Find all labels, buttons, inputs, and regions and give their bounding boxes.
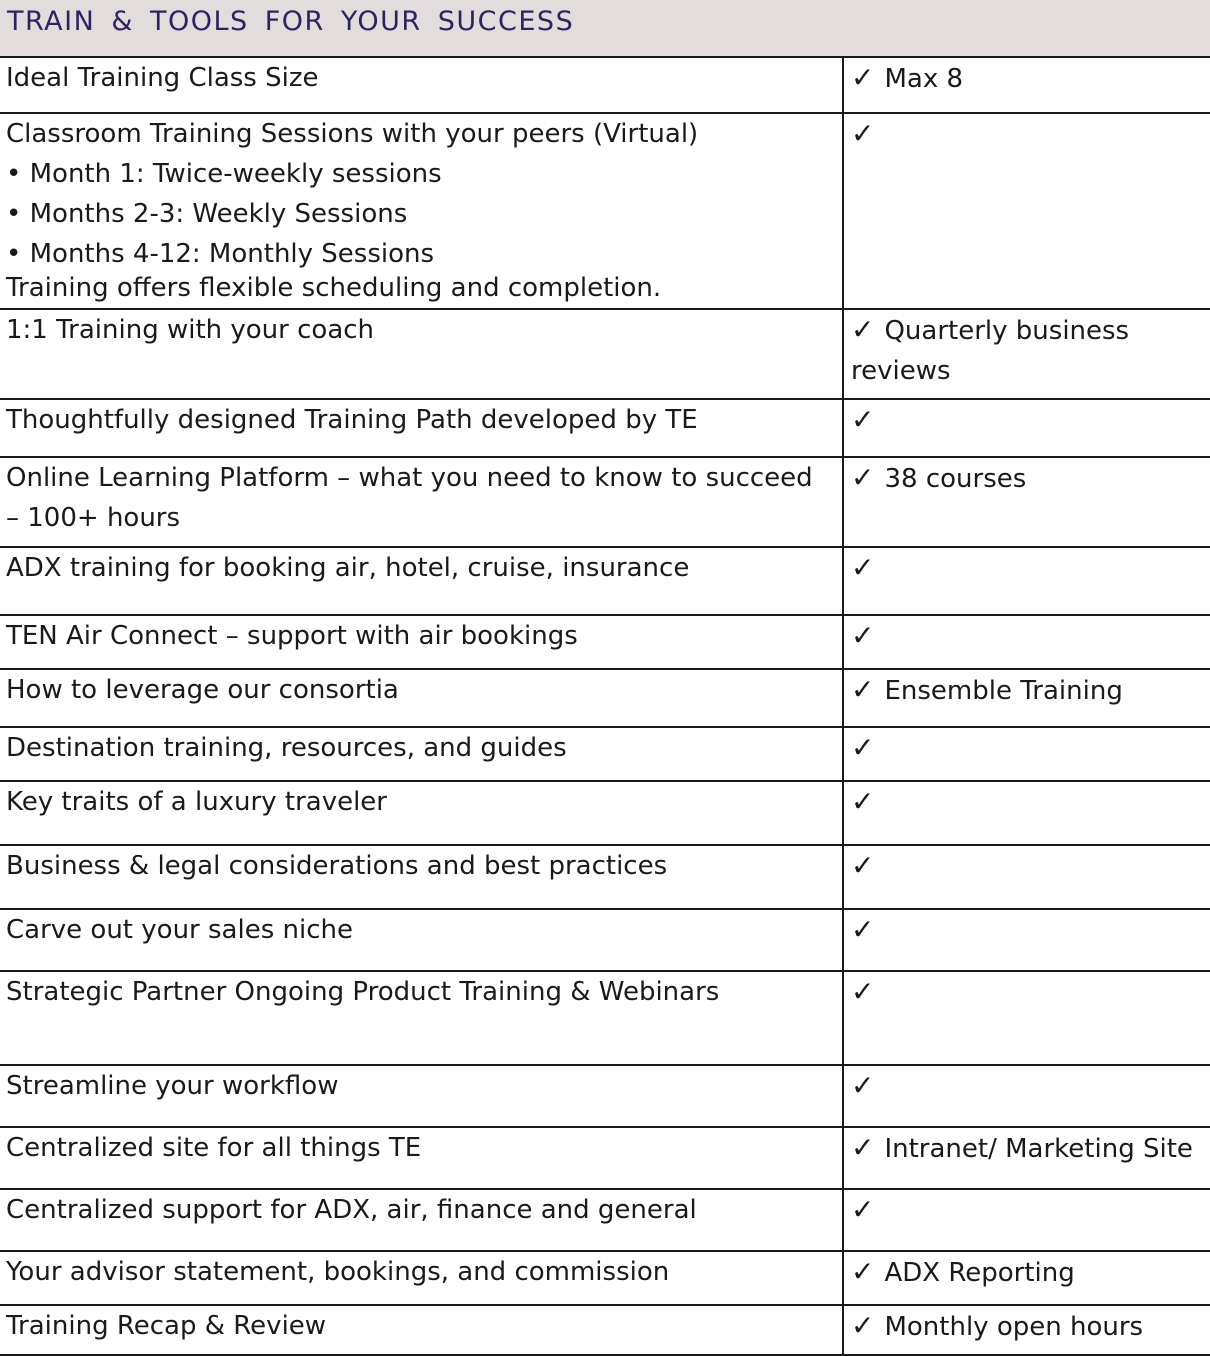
value-line [851,400,1210,441]
feature-cell [0,669,843,727]
feature-label: ADX training for booking air, hotel, cruise, insurance [6,553,690,583]
feature-cell [0,781,843,845]
table-row [0,547,1210,615]
feature-detail: Training offers flexible scheduling and completion. [6,273,662,303]
header-title: TRAIN & TOOLS FOR YOUR SUCCESS [7,6,575,37]
value-text: Monthly open hours [884,1312,1144,1342]
feature-detail: • Months 4-12: Monthly Sessions [6,239,435,269]
feature-cell [0,547,843,615]
value-text: 38 courses [884,464,1027,494]
value-cell [843,669,1210,727]
value-line [851,670,1210,711]
feature-cell [0,971,843,1065]
value-line [851,1252,1210,1293]
value-line [851,910,1210,951]
table-row [0,971,1210,1065]
check-icon: ✓ [851,849,875,882]
feature-label: Training Recap & Review [6,1311,327,1341]
check-icon: ✓ [851,551,875,584]
feature-table [0,58,1210,1356]
value-line [851,1306,1210,1347]
feature-detail: – 100+ hours [6,503,181,533]
value-line [851,114,1210,155]
feature-label: 1:1 Training with your coach [6,315,375,345]
table-row [0,1305,1210,1355]
feature-label: Centralized support for ADX, air, finance and general [6,1195,697,1225]
check-icon: ✓ [851,313,875,346]
check-icon: ✓ [851,117,875,150]
table-row [0,669,1210,727]
value-cell [843,547,1210,615]
value-cell [843,1065,1210,1127]
feature-cell [0,1251,843,1305]
value-cell [843,845,1210,909]
value-cell [843,781,1210,845]
value-cell [843,971,1210,1065]
table-header [0,0,1210,58]
feature-cell [0,727,843,781]
value-text: Intranet/ Marketing Site [884,1134,1193,1164]
feature-cell [0,1127,843,1189]
check-icon: ✓ [851,673,875,706]
check-icon: ✓ [851,1309,875,1342]
table-row [0,457,1210,547]
value-line [851,548,1210,589]
feature-cell [0,58,843,113]
value-text: Quarterly business [884,316,1130,346]
feature-label: Classroom Training Sessions with your peers (Virtual) [6,119,699,149]
value-line [851,1066,1210,1107]
value-line [851,310,1210,351]
value-cell [843,58,1210,113]
feature-label: Your advisor statement, bookings, and commission [6,1257,670,1287]
value-text: Max 8 [884,64,964,94]
value-cell [843,1305,1210,1355]
feature-cell [0,1305,843,1355]
feature-label: Online Learning Platform – what you need to know to succeed [6,463,813,493]
feature-cell [0,615,843,669]
value-text: Ensemble Training [884,676,1123,706]
table-row [0,909,1210,971]
check-icon: ✓ [851,913,875,946]
check-icon: ✓ [851,1069,875,1102]
value-cell [843,615,1210,669]
feature-cell [0,113,843,309]
feature-label: Strategic Partner Ongoing Product Training & Webinars [6,977,720,1007]
table-row [0,309,1210,399]
feature-detail: • Month 1: Twice-weekly sessions [6,159,442,189]
feature-cell [0,909,843,971]
feature-cell [0,1065,843,1127]
check-icon: ✓ [851,785,875,818]
value-cell [843,1189,1210,1251]
feature-label: TEN Air Connect – support with air bookings [6,621,578,651]
value-line [851,782,1210,823]
table-row [0,845,1210,909]
table-row [0,399,1210,457]
table-row [0,113,1210,309]
value-text: reviews [851,356,951,386]
feature-label: Ideal Training Class Size [6,63,319,93]
feature-cell [0,457,843,547]
feature-cell [0,399,843,457]
table-row [0,727,1210,781]
feature-detail: • Months 2-3: Weekly Sessions [6,199,408,229]
check-icon: ✓ [851,731,875,764]
check-icon: ✓ [851,461,875,494]
value-line [851,1190,1210,1231]
value-cell [843,399,1210,457]
value-cell [843,1251,1210,1305]
table-row [0,615,1210,669]
table-row [0,1065,1210,1127]
value-line [851,458,1210,499]
table-row [0,1127,1210,1189]
table-row [0,781,1210,845]
feature-cell [0,845,843,909]
feature-label: Centralized site for all things TE [6,1133,422,1163]
table-row [0,1189,1210,1251]
value-text: ADX Reporting [884,1258,1075,1288]
value-line [851,846,1210,887]
feature-cell [0,1189,843,1251]
value-line [851,58,1210,99]
check-icon: ✓ [851,975,875,1008]
value-cell [843,113,1210,309]
value-cell [843,727,1210,781]
feature-label: Business & legal considerations and best practices [6,851,668,881]
check-icon: ✓ [851,403,875,436]
feature-label: Streamline your workflow [6,1071,339,1101]
value-line [851,1128,1210,1169]
check-icon: ✓ [851,619,875,652]
table-row [0,58,1210,113]
value-line [851,616,1210,657]
feature-label: Key traits of a luxury traveler [6,787,387,817]
check-icon: ✓ [851,61,875,94]
feature-cell [0,309,843,399]
check-icon: ✓ [851,1131,875,1164]
value-cell [843,909,1210,971]
value-cell [843,457,1210,547]
value-cell [843,1127,1210,1189]
value-line [851,972,1210,1013]
feature-label: How to leverage our consortia [6,675,399,705]
value-cell [843,309,1210,399]
feature-label: Destination training, resources, and guides [6,733,567,763]
feature-label: Thoughtfully designed Training Path developed by TE [6,405,698,435]
value-line [851,728,1210,769]
feature-label: Carve out your sales niche [6,915,353,945]
table-row [0,1251,1210,1305]
check-icon: ✓ [851,1193,875,1226]
check-icon: ✓ [851,1255,875,1288]
